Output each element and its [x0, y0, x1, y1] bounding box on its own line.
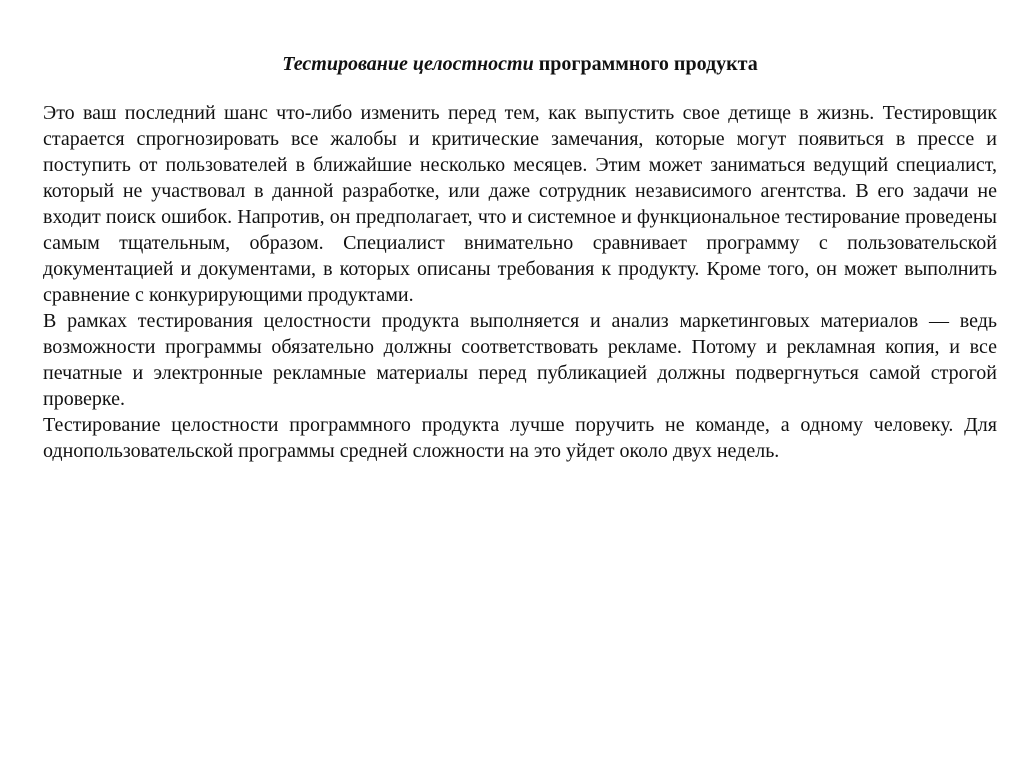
paragraph-3: Тестирование целостности программного продукта лучше поручить не команде, а одному человеку. Для однопользовательской программы средней сложности на это уйдет около двух недель.	[43, 414, 997, 462]
title-italic-part: Тестирование целостности	[282, 53, 534, 75]
document-page	[43, 52, 997, 464]
paragraph-1: Это ваш последний шанс что-либо изменить перед тем, как выпустить свое детище в жизнь. Тестировщик старается спрогнозировать все жалобы и критические замечания, которые могут появиться в прессе и поступить от пользователей в ближайшие несколько месяцев. Этим может заниматься ведущий специалист, который не участвовал в данной разработке, или даже сотрудник независимого агентства. В его задачи не входит поиск ошибок. Напротив, он предполагает, что и системное и функциональное тестирование проведены самым тщательным, образом. Специалист внимательно сравнивает программу с пользовательской документацией и документами, в которых описаны требования к продукту. Кроме того, он может выполнить сравнение с конкурирующими продуктами.	[43, 102, 997, 306]
paragraph-2: В рамках тестирования целостности продукта выполняется и анализ маркетинговых материалов — ведь возможности программы обязательно должны соответствовать рекламе. Потому и рекламная копия, и все печатные и электронные рекламные материалы перед публикацией должны подвергнуться самой строгой проверке.	[43, 310, 997, 410]
document-title	[43, 52, 997, 76]
title-regular-part: программного продукта	[538, 53, 758, 75]
